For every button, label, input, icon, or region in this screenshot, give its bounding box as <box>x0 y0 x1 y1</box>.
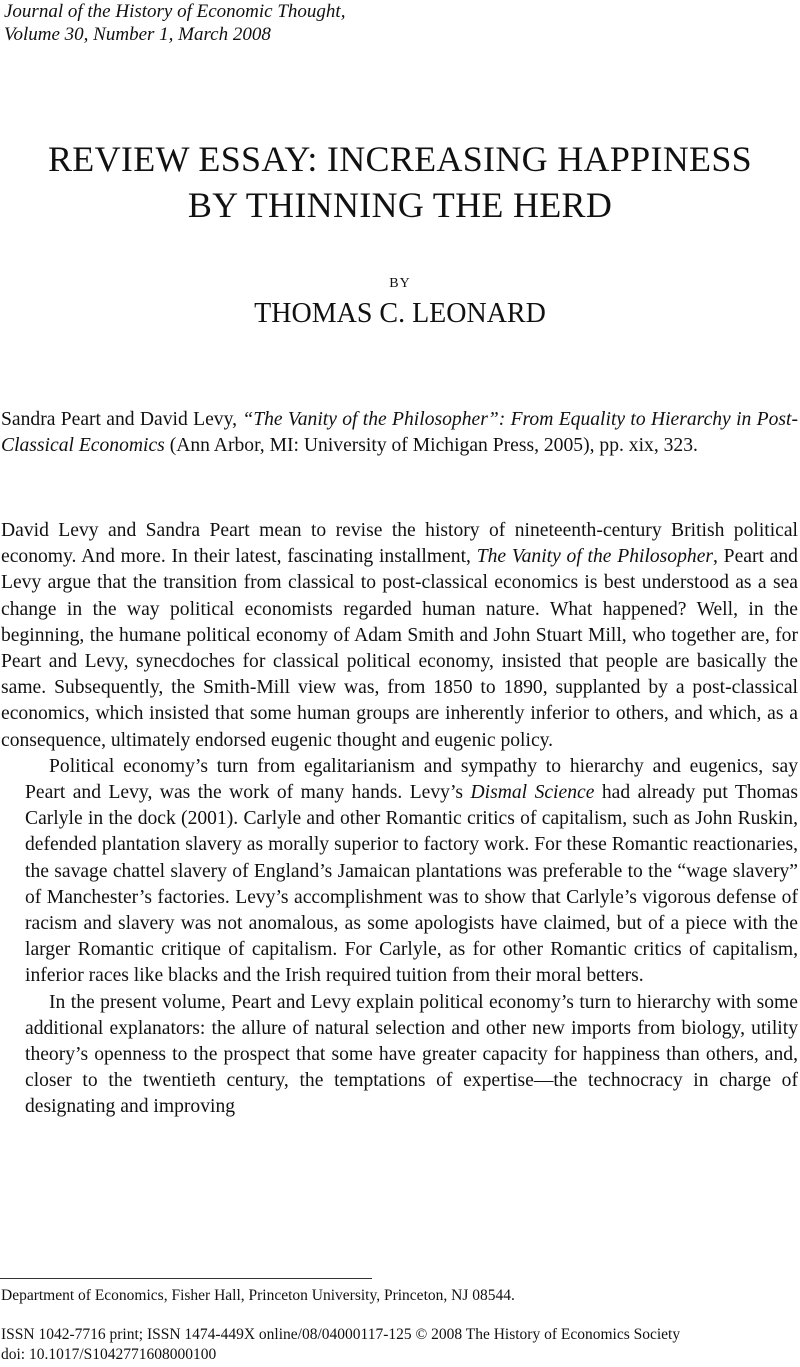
paragraph-3: In the present volume, Peart and Levy explain political economy’s turn to hierarchy with some additional explanators: the allure of natural selection and other new imports from biology, utility theory’s openness to the prospect that some have greater capacity for happiness than others, and, closer to the twentieth century, the temptations of expertise—the technocracy in charge of designating and improving <box>25 991 798 1118</box>
book-title-italic: Dismal Science <box>470 782 595 804</box>
reference-publication: (Ann Arbor, MI: University of Michigan Press, 2005), pp. xix, 323. <box>164 435 698 457</box>
article-body <box>1 518 798 1121</box>
journal-issue: Volume 30, Number 1, March 2008 <box>4 24 271 45</box>
doi-line: doi: 10.1017/S1042771608000100 <box>1 1346 217 1363</box>
book-reference <box>1 407 798 459</box>
title-line-1: REVIEW ESSAY: INCREASING HAPPINESS <box>48 139 752 179</box>
reference-authors: Sandra Peart and David Levy, <box>1 409 243 430</box>
title-line-2: BY THINNING THE HERD <box>187 185 613 225</box>
by-label: BY <box>389 276 411 291</box>
publication-footer <box>1 1325 680 1365</box>
footnote-divider <box>0 1278 372 1279</box>
author-affiliation: Department of Economics, Fisher Hall, Princeton University, Princeton, NJ 08544. <box>1 1287 515 1304</box>
journal-name: Journal of the History of Economic Thought, <box>4 1 346 22</box>
paragraph-2: Political economy’s turn from egalitarianism and sympathy to hierarchy and eugenics, say Peart and Levy, was the work of many hands. Levy’s Dismal Science had already put Thomas Carlyle in the dock (2001). Carlyle and other Romantic critics of capitalism, such as John Ruskin, defended plantation slavery as morally superior to factory work. For these Romantic reactionaries, the savage chattel slavery of England’s Jamaican plantations was preferable to the “wage slavery” of Manchester’s factories. Levy’s accomplishment was to show that Carlyle’s vigorous defense of racism and slavery was not anomalous, as some apologists have claimed, but of a piece with the larger Romantic critique of capitalism. For Carlyle, as for other Romantic critics of capitalism, inferior races like blacks and the Irish required tuition from their moral betters. <box>25 755 798 987</box>
author-name: THOMAS C. LEONARD <box>254 298 546 329</box>
journal-header <box>4 0 345 46</box>
book-title-italic: The Vanity of the Philosopher <box>476 546 714 568</box>
reference-book-title: “The Vanity of the Philosopher”: From Equality to Hierarchy in Post-Classical Economics <box>1 409 798 457</box>
article-title <box>0 136 800 228</box>
issn-line: ISSN 1042-7716 print; ISSN 1474-449X online/08/04000117-125 © 2008 The History of Economics Society <box>1 1326 681 1343</box>
paragraph-1: David Levy and Sandra Peart mean to revise the history of nineteenth-century British political economy. And more. In their latest, fascinating installment, The Vanity of the Philosopher, Peart and Levy argue that the transition from classical to post-classical economics is best understood as a sea change in the way political economists regarded human nature. What happened? Well, in the beginning, the humane political economy of Adam Smith and John Stuart Mill, who together are, for Peart and Levy, synecdoches for classical political economy, insisted that people are basically the same. Subsequently, the Smith-Mill view was, from 1850 to 1890, supplanted by a post-classical economics, which insisted that some human groups are inherently inferior to others, and which, as a consequence, ultimately endorsed eugenic thought and eugenic policy. <box>1 520 798 751</box>
